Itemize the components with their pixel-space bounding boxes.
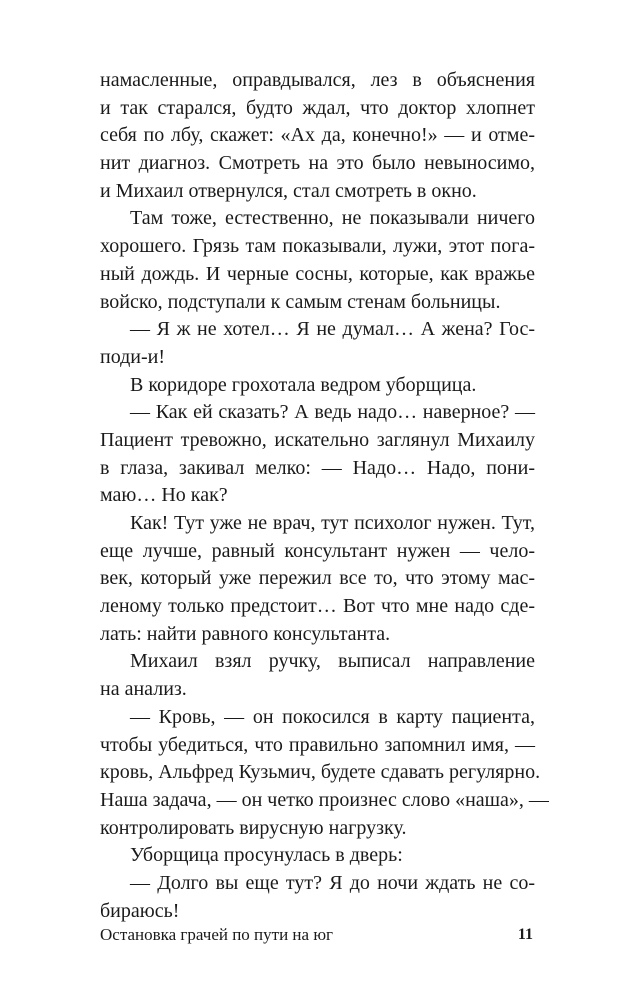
text-line: — Долго вы еще тут? Я до ночи ждать не со- (130, 871, 535, 894)
text-line: век, который уже пережил все то, что этому мас- (100, 567, 535, 590)
text-line: ный дождь. И черные сосны, которые, как вражье (100, 262, 535, 285)
text-line: на анализ. (100, 678, 187, 701)
text-line: намасленные, оправдывался, лез в объяснения (100, 69, 535, 91)
text-line: хорошего. Грязь там показывали, лужи, этот пога- (100, 235, 535, 258)
text-line: маю… Но как? (100, 484, 228, 507)
text-line: контролировать вирусную нагрузку. (100, 816, 407, 839)
text-line: в глаза, закивал мелко: — Надо… Надо, пони- (100, 456, 535, 479)
text-line: бираюсь! (100, 899, 180, 922)
text-line: и так старался, будто ждал, что доктор хлопнет (100, 96, 535, 119)
text-line: леному только предстоит… Вот что мне надо сде- (100, 595, 535, 618)
text-line: Как! Тут уже не врач, тут психолог нужен. Тут, (130, 512, 535, 534)
text-line: Там тоже, естественно, не показывали ничего (130, 207, 535, 230)
text-line: кровь, Альфред Кузьмич, будете сдавать регулярно. (100, 761, 541, 784)
page-footer (100, 922, 535, 948)
text-line: Уборщица просунулась в дверь: (130, 844, 403, 867)
text-line: лать: найти равного консультанта. (100, 622, 391, 645)
text-line: и Михаил отвернулся, стал смотреть в окно. (100, 179, 477, 202)
text-line: Михаил взял ручку, выписал направление (130, 650, 535, 673)
text-line: войско, подступали к самым стенам больницы. (100, 290, 501, 313)
text-line: поди-и! (100, 345, 166, 368)
text-line: еще лучше, равный консультант нужен — чело- (100, 539, 535, 562)
text-line: — Как ей сказать? А ведь надо… наверное? — (130, 401, 535, 424)
text-line: В коридоре грохотала ведром уборщица. (130, 373, 477, 396)
running-title: Остановка грачей по пути на юг (100, 925, 333, 944)
text-line: — Я ж не хотел… Я не думал… А жена? Гос- (130, 318, 535, 341)
text-line: себя по лбу, скажет: «Ах да, конечно!» — и отме- (100, 124, 535, 147)
page-body (100, 67, 549, 925)
text-line: — Кровь, — он покосился в карту пациента, (130, 705, 535, 728)
text-line: Наша задача, — он четко произнес слово «наша», — (100, 788, 549, 811)
text-line: чтобы убедиться, что правильно запомнил имя, — (100, 733, 535, 756)
page-number: 11 (517, 926, 533, 943)
text-line: Пациент тревожно, искательно заглянул Михаилу (100, 428, 535, 451)
text-line: нит диагноз. Смотреть на это было невыносимо, (100, 152, 535, 175)
